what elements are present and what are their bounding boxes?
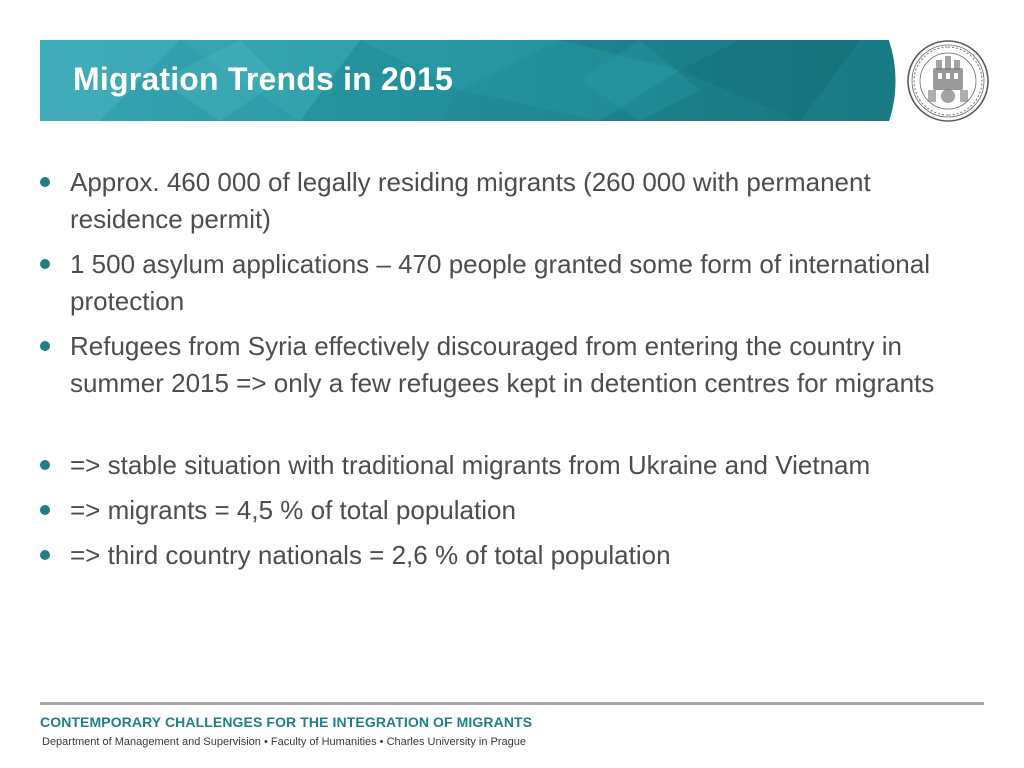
- header-banner: [40, 40, 920, 121]
- footer-divider: [40, 702, 984, 705]
- bullet-text: 1 500 asylum applications – 470 people granted some form of international protection: [70, 249, 930, 316]
- footer-subtitle: Department of Management and Supervision • Faculty of Humanities • Charles University in Prague: [42, 736, 526, 748]
- bullet-item: [40, 328, 960, 402]
- bullet-item: [40, 537, 960, 574]
- bullet-icon: [40, 460, 50, 470]
- bullet-item: [40, 164, 960, 238]
- bullet-text: Approx. 460 000 of legally residing migrants (260 000 with permanent residence permit): [70, 167, 871, 234]
- bullet-icon: [40, 259, 50, 269]
- bullet-list: [40, 164, 960, 582]
- bullet-text: => migrants = 4,5 % of total population: [70, 495, 516, 525]
- bullet-icon: [40, 341, 50, 351]
- bullet-icon: [40, 177, 50, 187]
- bullet-item: [40, 246, 960, 320]
- bullet-icon: [40, 505, 50, 515]
- bullet-icon: [40, 550, 50, 560]
- bullet-text: => stable situation with traditional migrants from Ukraine and Vietnam: [70, 450, 871, 480]
- bullet-item: [40, 492, 960, 529]
- footer-title: CONTEMPORARY CHALLENGES FOR THE INTEGRATION OF MIGRANTS: [40, 714, 533, 730]
- university-seal-icon: [888, 38, 998, 124]
- slide-title: Migration Trends in 2015: [73, 61, 454, 97]
- bullet-text: Refugees from Syria effectively discouraged from entering the country in summer 2015 => only a few refugees kept in detention centres for migrants: [70, 331, 935, 398]
- bullet-item: [40, 447, 960, 484]
- bullet-text: => third country nationals = 2,6 % of total population: [70, 540, 671, 570]
